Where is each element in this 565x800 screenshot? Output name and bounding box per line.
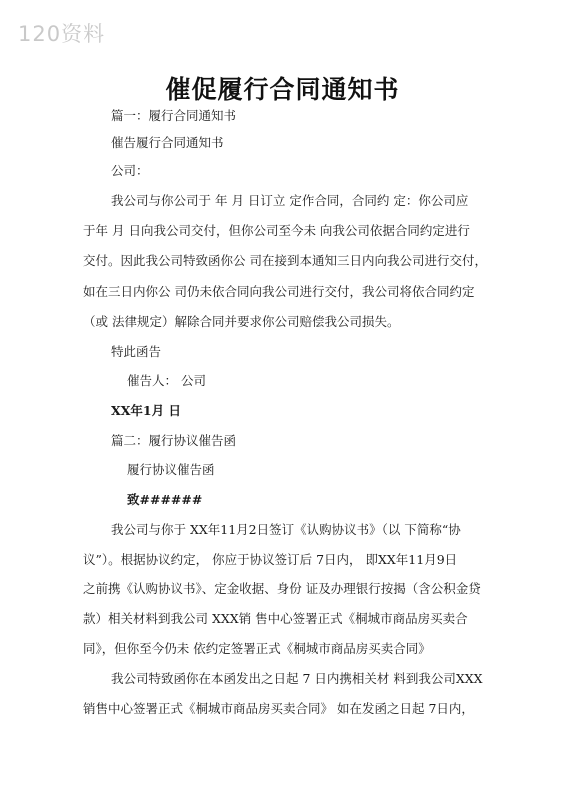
- paragraph-line: 款）相关材料到我公司 XXX销 售中心签署正式《桐城市商品房买卖合: [83, 611, 468, 626]
- letter-title-2: 履行协议催告函: [127, 462, 215, 477]
- date-line: XX年1月 日: [111, 403, 181, 418]
- letter-title-1: 催告履行合同通知书: [111, 135, 224, 150]
- paragraph-line: 销售中心签署正式《桐城市商品房买卖合同》 如在发函之日起 7日内，: [83, 701, 474, 716]
- paragraph-line: 我公司特致函你在本函发出之日起 7 日内携相关材 料到我公司XXX: [111, 671, 483, 686]
- paragraph-line: 之前携《认购协议书》、定金收据、身份 证及办理银行按揭（含公积金贷: [83, 581, 481, 596]
- paragraph-line: 于年 月 日向我公司交付，但你公司至今未 向我公司依据合同约定进行: [83, 223, 470, 238]
- paragraph-line: 如在三日内你公 司仍未依合同向我公司进行交付，我公司将依合同约定: [83, 284, 475, 299]
- closing-line: 特此函告: [111, 344, 162, 359]
- watermark-text: 120资料: [18, 22, 106, 46]
- paragraph-line: 我公司与你于 XX年11月2日签订《认购协议书》（以 下简称“协: [111, 522, 461, 537]
- paragraph-line: 交付。因此我公司特致函你公 司在接到本通知三日内向我公司进行交付，: [83, 253, 487, 268]
- paragraph-line: 我公司与你公司于 年 月 日订立 定作合同，合同约 定：你公司应: [111, 193, 469, 208]
- section-heading-2: 篇二：履行协议催告函: [111, 433, 237, 448]
- document-title: 催促履行合同通知书: [165, 75, 400, 104]
- addressee-2: 致######: [127, 492, 203, 507]
- addressee-1: 公司：: [111, 163, 149, 178]
- paragraph-line: （或 法律规定）解除合同并要求你公司赔偿我公司损失。: [83, 314, 400, 329]
- signatory-line: 催告人： 公司: [127, 373, 206, 388]
- section-heading-1: 篇一：履行合同通知书: [111, 108, 237, 123]
- paragraph-line: 同》，但你至今仍未 依约定签署正式《桐城市商品房买卖合同》: [83, 641, 431, 656]
- paragraph-line: 议”）。根据协议约定， 你应于协议签订后 7日内， 即XX年11月9日: [83, 552, 458, 567]
